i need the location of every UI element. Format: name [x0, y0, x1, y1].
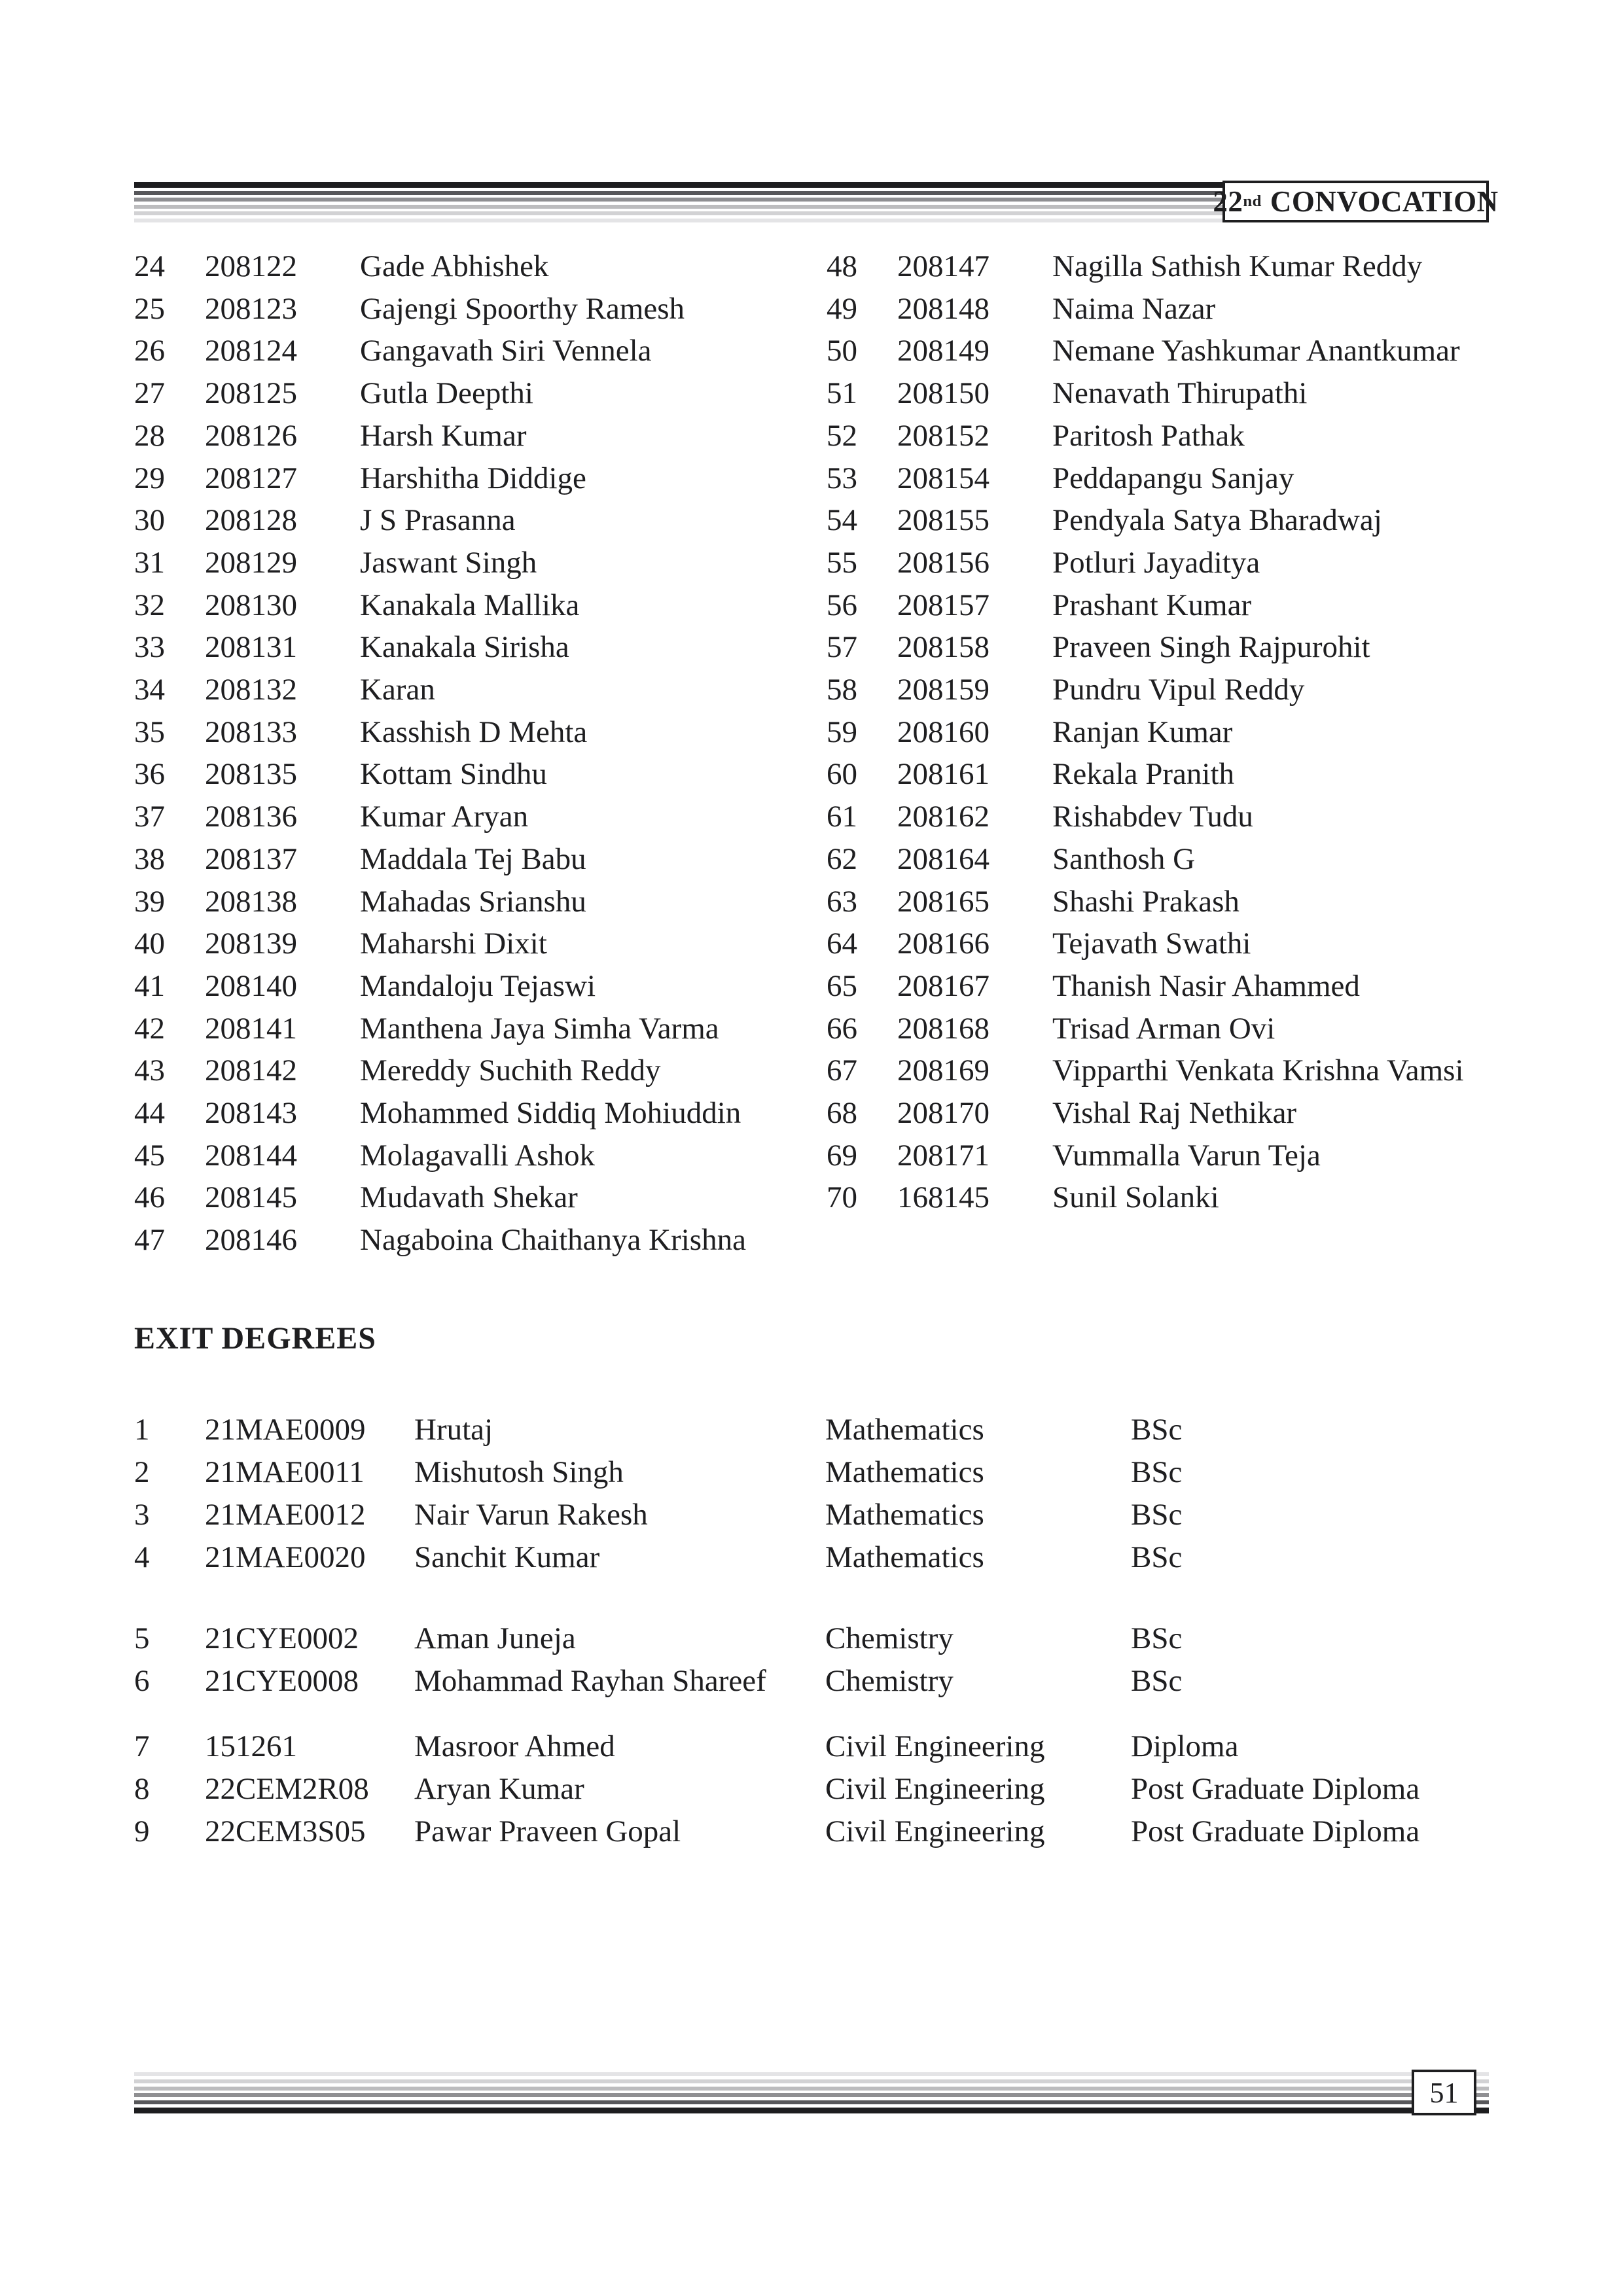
roll-number: 208141: [205, 1011, 297, 1046]
graduate-name: Gade Abhishek: [360, 249, 549, 283]
graduate-row: [134, 1092, 828, 1135]
degree: BSc: [1131, 1540, 1183, 1574]
roll-number: 208125: [205, 376, 297, 411]
graduate-name: Potluri Jayaditya: [1052, 545, 1260, 580]
roll-number: 208129: [205, 545, 297, 580]
roll-number: 208166: [897, 927, 990, 961]
graduate-row: [134, 1219, 828, 1262]
rule-stripe: [134, 2087, 1489, 2091]
serial-number: 64: [827, 927, 857, 961]
serial-number: 36: [134, 757, 165, 792]
serial-number: 53: [827, 461, 857, 495]
graduate-name: Mahadas Srianshu: [360, 884, 586, 919]
roll-number: 208122: [205, 249, 297, 283]
roll-number: 208133: [205, 715, 297, 749]
department: Civil Engineering: [825, 1729, 1045, 1763]
student-name: Sanchit Kumar: [414, 1540, 600, 1574]
serial-number: 67: [827, 1053, 857, 1088]
roll-number: 208126: [205, 418, 297, 453]
graduate-name: Mandaloju Tejaswi: [360, 968, 596, 1003]
serial-number: 49: [827, 291, 857, 326]
graduate-name: Mudavath Shekar: [360, 1180, 578, 1215]
roll-number: 208144: [205, 1138, 297, 1173]
student-id: 21CYE0008: [205, 1664, 359, 1698]
footer-rule-stripes: [134, 2072, 1489, 2113]
exit-degree-row: [134, 1810, 1522, 1853]
graduate-row: [827, 372, 1520, 415]
graduate-name: Prashant Kumar: [1052, 588, 1252, 622]
graduate-row: [134, 1135, 828, 1177]
graduate-row: [827, 923, 1520, 965]
roll-number: 208161: [897, 757, 990, 792]
roll-number: 208145: [205, 1180, 297, 1215]
roll-number: 208155: [897, 503, 990, 538]
department: Civil Engineering: [825, 1814, 1045, 1848]
student-name: Pawar Praveen Gopal: [414, 1814, 681, 1848]
graduate-row: [827, 965, 1520, 1008]
roll-number: 208171: [897, 1138, 990, 1173]
graduate-list-left-column: [134, 245, 828, 1262]
graduate-row: [827, 542, 1520, 584]
graduate-name: Nenavath Thirupathi: [1052, 376, 1308, 411]
roll-number: 208146: [205, 1223, 297, 1258]
serial-number: 30: [134, 503, 165, 538]
roll-number: 208149: [897, 334, 990, 368]
student-name: Nair Varun Rakesh: [414, 1498, 648, 1532]
roll-number: 208150: [897, 376, 990, 411]
roll-number: 208127: [205, 461, 297, 495]
department: Mathematics: [825, 1540, 984, 1574]
graduate-name: Jaswant Singh: [360, 545, 537, 580]
graduate-row: [134, 372, 828, 415]
roll-number: 208169: [897, 1053, 990, 1088]
serial-number: 1: [134, 1413, 150, 1447]
exit-degree-row: [134, 1660, 1522, 1703]
graduate-name: Kanakala Mallika: [360, 588, 580, 622]
graduate-name: Vishal Raj Nethikar: [1052, 1096, 1297, 1131]
graduate-name: Peddapangu Sanjay: [1052, 461, 1294, 495]
serial-number: 45: [134, 1138, 165, 1173]
graduate-row: [134, 753, 828, 796]
graduate-row: [134, 499, 828, 542]
graduate-name: Gangavath Siri Vennela: [360, 334, 652, 368]
graduate-row: [134, 584, 828, 627]
rule-stripe: [134, 2108, 1489, 2113]
graduate-row: [134, 1008, 828, 1050]
serial-number: 62: [827, 841, 857, 876]
exit-degree-row: [134, 1451, 1522, 1494]
graduate-row: [827, 457, 1520, 500]
serial-number: 68: [827, 1096, 857, 1131]
graduate-name: Mohammed Siddiq Mohiuddin: [360, 1096, 741, 1131]
graduate-row: [827, 626, 1520, 669]
degree: BSc: [1131, 1664, 1183, 1698]
student-name: Aryan Kumar: [414, 1772, 584, 1806]
serial-number: 39: [134, 884, 165, 919]
graduate-name: Maharshi Dixit: [360, 927, 547, 961]
serial-number: 61: [827, 800, 857, 834]
serial-number: 41: [134, 968, 165, 1003]
roll-number: 208124: [205, 334, 297, 368]
graduate-row: [134, 669, 828, 711]
degree: Diploma: [1131, 1729, 1239, 1763]
roll-number: 208157: [897, 588, 990, 622]
graduate-name: Paritosh Pathak: [1052, 418, 1245, 453]
serial-number: 28: [134, 418, 165, 453]
student-id: 22CEM2R08: [205, 1772, 369, 1806]
graduate-name: Karan: [360, 673, 435, 707]
student-id: 22CEM3S05: [205, 1814, 366, 1848]
graduate-name: Pendyala Satya Bharadwaj: [1052, 503, 1382, 538]
rule-stripe: [134, 2072, 1489, 2076]
degree: Post Graduate Diploma: [1131, 1814, 1420, 1848]
roll-number: 208131: [205, 630, 297, 665]
serial-number: 7: [134, 1729, 150, 1763]
roll-number: 208164: [897, 841, 990, 876]
student-id: 151261: [205, 1729, 297, 1763]
roll-number: 208167: [897, 968, 990, 1003]
roll-number: 208148: [897, 291, 990, 326]
graduate-row: [134, 288, 828, 330]
graduate-row: [134, 415, 828, 457]
graduate-row: [827, 584, 1520, 627]
roll-number: 208170: [897, 1096, 990, 1131]
graduate-row: [134, 245, 828, 288]
rule-stripe: [134, 2093, 1489, 2097]
roll-number: 208137: [205, 841, 297, 876]
graduate-name: Kasshish D Mehta: [360, 715, 588, 749]
graduate-name: Ranjan Kumar: [1052, 715, 1233, 749]
graduate-row: [134, 711, 828, 754]
graduate-row: [827, 1008, 1520, 1050]
graduate-row: [827, 881, 1520, 923]
graduate-name: Gutla Deepthi: [360, 376, 533, 411]
serial-number: 5: [134, 1621, 150, 1655]
serial-number: 40: [134, 927, 165, 961]
graduate-row: [134, 1050, 828, 1092]
graduate-row: [827, 669, 1520, 711]
graduate-row: [134, 965, 828, 1008]
convocation-title: CONVOCATION: [1270, 185, 1499, 218]
serial-number: 42: [134, 1011, 165, 1046]
graduate-name: Nemane Yashkumar Anantkumar: [1052, 334, 1460, 368]
serial-number: 50: [827, 334, 857, 368]
graduate-name: Kanakala Sirisha: [360, 630, 569, 665]
serial-number: 48: [827, 249, 857, 283]
graduate-row: [827, 245, 1520, 288]
roll-number: 208128: [205, 503, 297, 538]
graduate-row: [827, 288, 1520, 330]
graduate-row: [827, 1092, 1520, 1135]
graduate-name: Sunil Solanki: [1052, 1180, 1219, 1215]
roll-number: 208140: [205, 968, 297, 1003]
graduate-name: Mereddy Suchith Reddy: [360, 1053, 661, 1088]
graduate-row: [827, 838, 1520, 881]
exit-degree-row: [134, 1494, 1522, 1536]
serial-number: 51: [827, 376, 857, 411]
graduate-name: Thanish Nasir Ahammed: [1052, 968, 1360, 1003]
graduate-name: Rekala Pranith: [1052, 757, 1235, 792]
student-name: Mohammad Rayhan Shareef: [414, 1664, 766, 1698]
serial-number: 27: [134, 376, 165, 411]
roll-number: 208138: [205, 884, 297, 919]
department: Mathematics: [825, 1498, 984, 1532]
page-number-box: [1412, 2070, 1476, 2115]
graduate-name: Molagavalli Ashok: [360, 1138, 595, 1173]
graduate-name: Vipparthi Venkata Krishna Vamsi: [1052, 1053, 1464, 1088]
graduate-name: Praveen Singh Rajpurohit: [1052, 630, 1370, 665]
roll-number: 168145: [897, 1180, 990, 1215]
department: Chemistry: [825, 1621, 954, 1655]
serial-number: 65: [827, 968, 857, 1003]
serial-number: 56: [827, 588, 857, 622]
graduate-name: Shashi Prakash: [1052, 884, 1240, 919]
serial-number: 60: [827, 757, 857, 792]
department: Chemistry: [825, 1664, 954, 1698]
rule-stripe: [134, 2100, 1489, 2104]
serial-number: 34: [134, 673, 165, 707]
graduate-row: [827, 1176, 1520, 1219]
student-id: 21MAE0020: [205, 1540, 366, 1574]
serial-number: 43: [134, 1053, 165, 1088]
serial-number: 33: [134, 630, 165, 665]
roll-number: 208156: [897, 545, 990, 580]
exit-degree-row: [134, 1725, 1522, 1768]
serial-number: 32: [134, 588, 165, 622]
serial-number: 58: [827, 673, 857, 707]
graduate-name: Santhosh G: [1052, 841, 1196, 876]
serial-number: 54: [827, 503, 857, 538]
graduate-row: [134, 881, 828, 923]
graduate-row: [134, 330, 828, 372]
graduate-row: [827, 1135, 1520, 1177]
roll-number: 208132: [205, 673, 297, 707]
roll-number: 208123: [205, 291, 297, 326]
graduate-name: J S Prasanna: [360, 503, 516, 538]
graduate-row: [134, 796, 828, 838]
roll-number: 208136: [205, 800, 297, 834]
graduate-row: [827, 1050, 1520, 1092]
serial-number: 69: [827, 1138, 857, 1173]
serial-number: 38: [134, 841, 165, 876]
roll-number: 208152: [897, 418, 990, 453]
exit-degree-row: [134, 1617, 1522, 1660]
serial-number: 6: [134, 1664, 150, 1698]
convocation-banner: 22 nd CONVOCATION: [1222, 181, 1489, 222]
graduate-row: [134, 626, 828, 669]
graduate-name: Kottam Sindhu: [360, 757, 547, 792]
roll-number: 208165: [897, 884, 990, 919]
serial-number: 35: [134, 715, 165, 749]
graduate-row: [827, 330, 1520, 372]
roll-number: 208168: [897, 1011, 990, 1046]
graduate-row: [134, 923, 828, 965]
serial-number: 44: [134, 1096, 165, 1131]
graduate-name: Maddala Tej Babu: [360, 841, 586, 876]
serial-number: 2: [134, 1455, 150, 1489]
graduate-name: Nagilla Sathish Kumar Reddy: [1052, 249, 1423, 283]
roll-number: 208147: [897, 249, 990, 283]
roll-number: 208135: [205, 757, 297, 792]
graduate-row: [134, 457, 828, 500]
serial-number: 9: [134, 1814, 150, 1848]
exit-degrees-group-mathematics: [134, 1409, 1522, 1579]
page-number: 51: [1429, 2076, 1459, 2109]
graduate-list-right-column: [827, 245, 1520, 1219]
degree: BSc: [1131, 1455, 1183, 1489]
degree: Post Graduate Diploma: [1131, 1772, 1420, 1806]
student-name: Hrutaj: [414, 1413, 493, 1447]
roll-number: 208154: [897, 461, 990, 495]
serial-number: 46: [134, 1180, 165, 1215]
roll-number: 208142: [205, 1053, 297, 1088]
serial-number: 26: [134, 334, 165, 368]
graduate-row: [827, 711, 1520, 754]
graduate-row: [134, 542, 828, 584]
graduate-name: Nagaboina Chaithanya Krishna: [360, 1223, 746, 1258]
serial-number: 63: [827, 884, 857, 919]
student-name: Masroor Ahmed: [414, 1729, 615, 1763]
student-name: Aman Juneja: [414, 1621, 576, 1655]
degree: BSc: [1131, 1413, 1183, 1447]
student-id: 21MAE0009: [205, 1413, 366, 1447]
degree: BSc: [1131, 1621, 1183, 1655]
serial-number: 29: [134, 461, 165, 495]
graduate-name: Trisad Arman Ovi: [1052, 1011, 1275, 1046]
graduate-name: Vummalla Varun Teja: [1052, 1138, 1321, 1173]
roll-number: 208130: [205, 588, 297, 622]
serial-number: 3: [134, 1498, 150, 1532]
graduate-row: [827, 796, 1520, 838]
graduate-name: Kumar Aryan: [360, 800, 529, 834]
student-id: 21MAE0012: [205, 1498, 366, 1532]
serial-number: 52: [827, 418, 857, 453]
convocation-ordinal: 22: [1213, 185, 1243, 218]
serial-number: 37: [134, 800, 165, 834]
exit-degrees-group-civil-engineering: [134, 1725, 1522, 1853]
exit-degrees-heading: EXIT DEGREES: [134, 1321, 376, 1356]
department: Mathematics: [825, 1455, 984, 1489]
graduate-row: [134, 1176, 828, 1219]
serial-number: 31: [134, 545, 165, 580]
student-id: 21CYE0002: [205, 1621, 359, 1655]
graduate-name: Naima Nazar: [1052, 291, 1216, 326]
exit-degree-row: [134, 1768, 1522, 1810]
roll-number: 208162: [897, 800, 990, 834]
serial-number: 25: [134, 291, 165, 326]
serial-number: 24: [134, 249, 165, 283]
graduate-row: [827, 753, 1520, 796]
graduate-name: Gajengi Spoorthy Ramesh: [360, 291, 685, 326]
department: Civil Engineering: [825, 1772, 1045, 1806]
serial-number: 57: [827, 630, 857, 665]
serial-number: 4: [134, 1540, 150, 1574]
graduate-name: Harshitha Diddige: [360, 461, 586, 495]
serial-number: 8: [134, 1772, 150, 1806]
roll-number: 208160: [897, 715, 990, 749]
serial-number: 59: [827, 715, 857, 749]
graduate-name: Tejavath Swathi: [1052, 927, 1251, 961]
roll-number: 208159: [897, 673, 990, 707]
degree: BSc: [1131, 1498, 1183, 1532]
roll-number: 208158: [897, 630, 990, 665]
exit-degree-row: [134, 1409, 1522, 1451]
exit-degrees-group-chemistry: [134, 1617, 1522, 1703]
roll-number: 208139: [205, 927, 297, 961]
student-name: Mishutosh Singh: [414, 1455, 624, 1489]
student-id: 21MAE0011: [205, 1455, 365, 1489]
roll-number: 208143: [205, 1096, 297, 1131]
graduate-name: Rishabdev Tudu: [1052, 800, 1253, 834]
graduate-row: [134, 838, 828, 881]
serial-number: 66: [827, 1011, 857, 1046]
graduate-name: Harsh Kumar: [360, 418, 527, 453]
graduate-name: Pundru Vipul Reddy: [1052, 673, 1305, 707]
serial-number: 55: [827, 545, 857, 580]
serial-number: 47: [134, 1223, 165, 1258]
graduate-row: [827, 499, 1520, 542]
graduate-row: [827, 415, 1520, 457]
department: Mathematics: [825, 1413, 984, 1447]
serial-number: 70: [827, 1180, 857, 1215]
rule-stripe: [134, 2079, 1489, 2083]
graduate-name: Manthena Jaya Simha Varma: [360, 1011, 719, 1046]
exit-degree-row: [134, 1536, 1522, 1579]
